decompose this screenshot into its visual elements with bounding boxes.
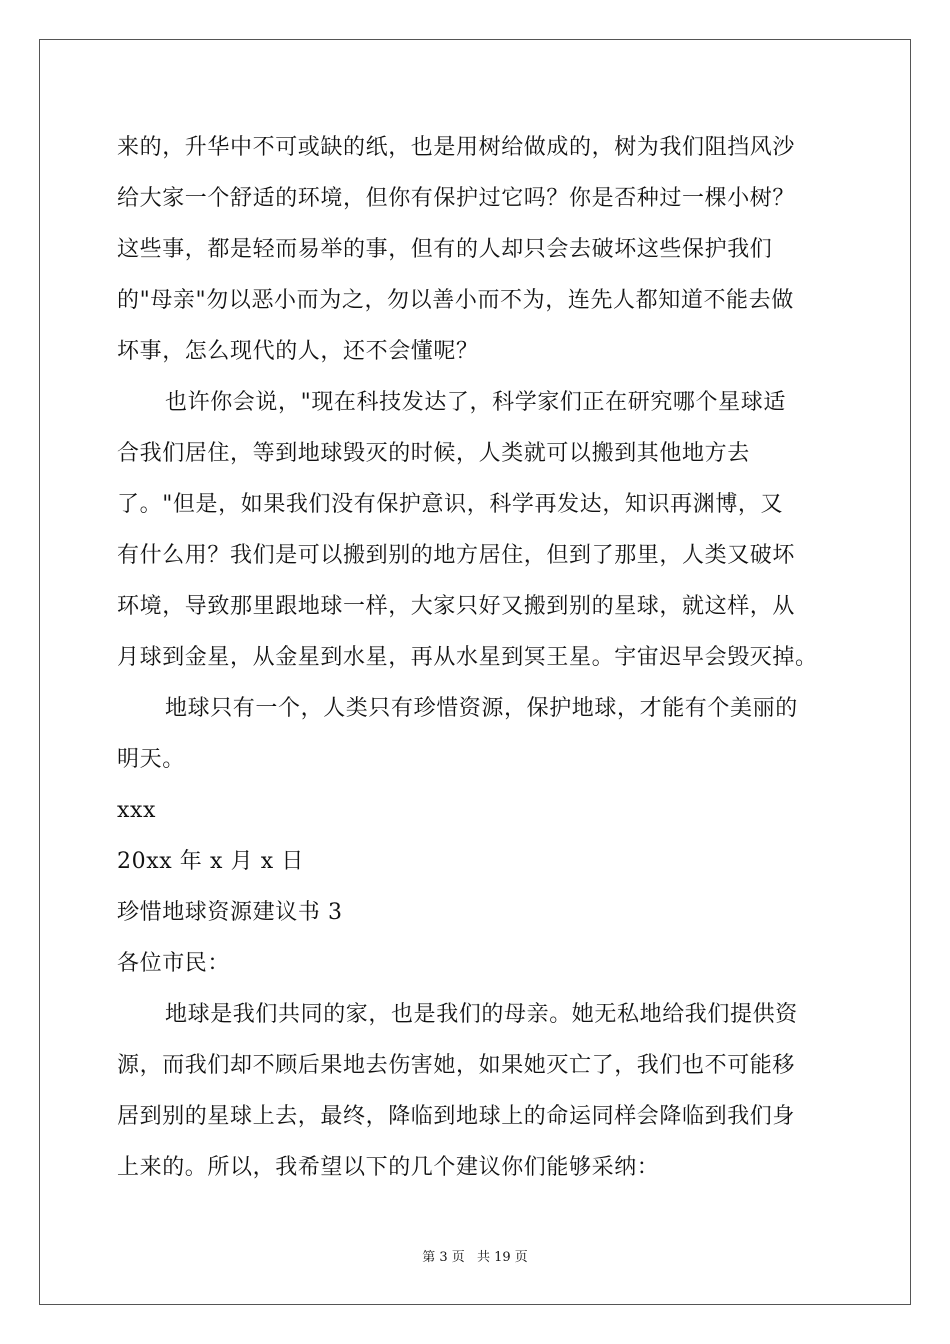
text-line: 上来的。所以，我希望以下的几个建议你们能够采纳： — [117, 1155, 660, 1180]
document-body — [117, 128, 837, 1199]
text-line: 了。"但是，如果我们没有保护意识，科学再发达，知识再渊博，又 — [117, 492, 784, 517]
text-line: 也许你会说，"现在科技发达了，科学家们正在研究哪个星球适 — [165, 390, 786, 415]
text-line: 明天。 — [117, 747, 185, 772]
section-title: 珍惜地球资源建议书 3 — [117, 900, 343, 925]
text-line: 给大家一个舒适的环境，但你有保护过它吗？你是否种过一棵小树？ — [117, 186, 796, 211]
text-line: 有什么用？我们是可以搬到别的地方居住，但到了那里，人类又破坏 — [117, 543, 796, 568]
page-footer — [0, 1246, 950, 1265]
text-line: 源，而我们却不顾后果地去伤害她，如果她灭亡了，我们也不可能移 — [117, 1053, 796, 1078]
salutation: 各位市民： — [117, 951, 231, 976]
page-number: 第 3 页 — [422, 1250, 465, 1265]
signature-date: 20xx 年 x 月 x 日 — [117, 849, 304, 874]
text-line: 这些事，都是轻而易举的事，但有的人却只会去破坏这些保护我们 — [117, 237, 773, 262]
text-line: 环境，导致那里跟地球一样，大家只好又搬到别的星球，就这样，从 — [117, 594, 796, 619]
text-line: 地球只有一个，人类只有珍惜资源，保护地球，才能有个美丽的 — [165, 696, 798, 721]
signature-name: xxx — [117, 798, 157, 823]
text-line: 合我们居住，等到地球毁灭的时候，人类就可以搬到其他地方去 — [117, 441, 750, 466]
text-line: 居到别的星球上去，最终，降临到地球上的命运同样会降临到我们身 — [117, 1104, 796, 1129]
text-line: 地球是我们共同的家，也是我们的母亲。她无私地给我们提供资 — [165, 1002, 798, 1027]
page-total: 共 19 页 — [476, 1250, 528, 1265]
text-line: 月球到金星，从金星到水星，再从水星到冥王星。宇宙迟早会毁灭掉。 — [117, 645, 818, 670]
text-line: 坏事，怎么现代的人，还不会懂呢？ — [117, 339, 479, 364]
text-line: 来的，升华中不可或缺的纸，也是用树给做成的，树为我们阻挡风沙 — [117, 135, 796, 160]
text-line: 的"母亲"勿以恶小而为之，勿以善小而不为，连先人都知道不能去做 — [117, 288, 794, 313]
